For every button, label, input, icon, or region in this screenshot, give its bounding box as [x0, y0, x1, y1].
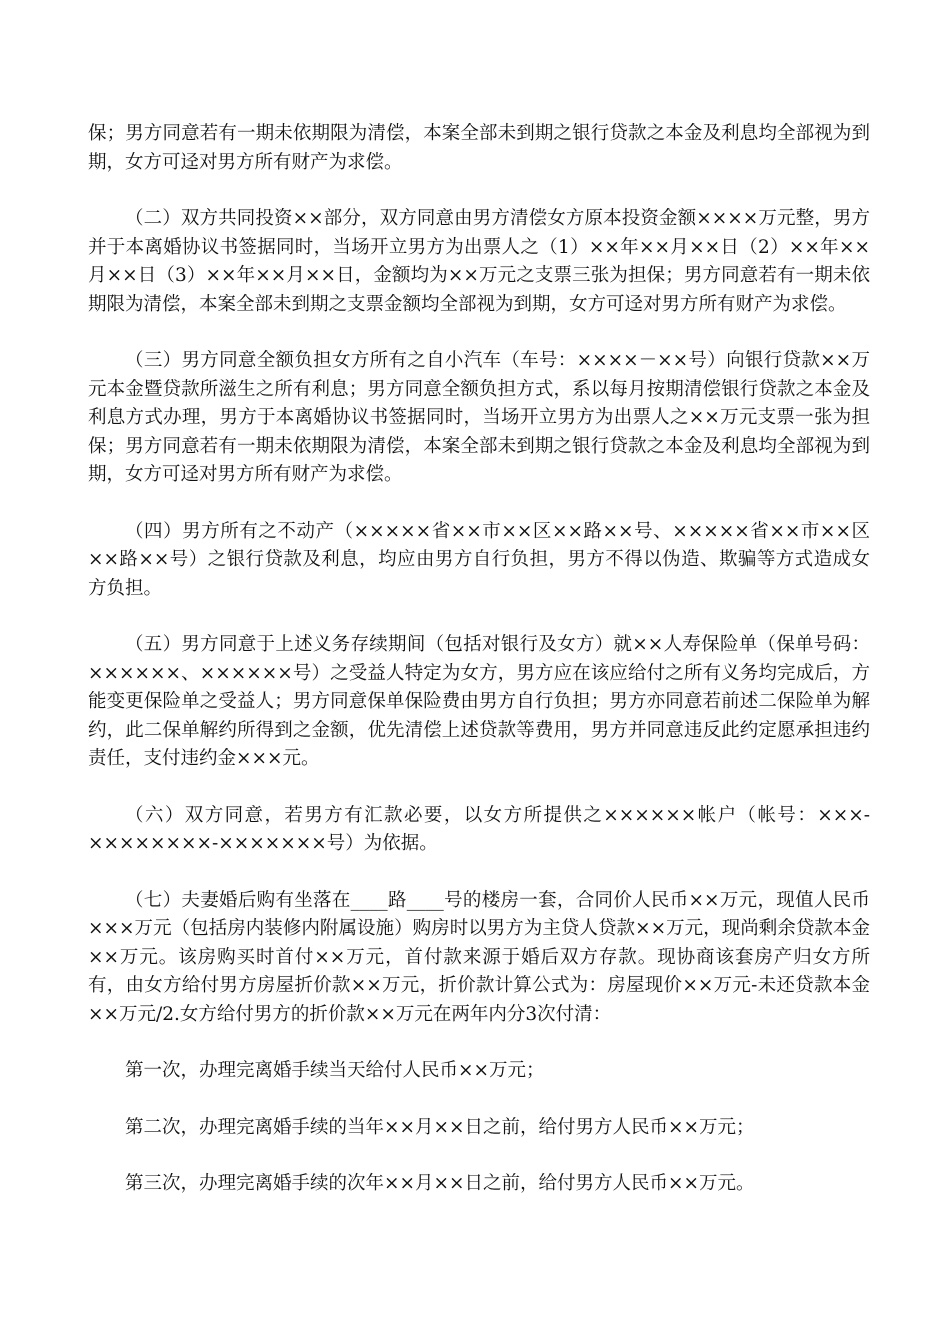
paragraph-clause-2: （二）双方共同投资××部分，双方同意由男方清偿女方原本投资金额××××万元整，男方并于本离婚协议书签据同时，当场开立男方为出票人之（1）××年××月××日（2）××年××月××日（3）××年××月××日，金额均为××万元之支票三张为担保；男方同意若有一期未依期限为清偿，本案全部未到期之支票金额均全部视为到期，女方可迳对男方所有财产为求偿。 [88, 208, 870, 315]
paragraph-continuation: 保；男方同意若有一期未依期限为清偿，本案全部未到期之银行贷款之本金及利息均全部视为到期，女方可迳对男方所有财产为求偿。 [88, 123, 870, 173]
paragraph-clause-6: （六）双方同意，若男方有汇款必要，以女方所提供之××××××帐户（帐号：×××-××××××××-×××××××号）为依据。 [88, 804, 870, 854]
paragraph-payment-3: 第三次，办理完离婚手续的次年××月××日之前，给付男方人民币××万元。 [125, 1173, 755, 1194]
paragraph-clause-4: （四）男方所有之不动产（×××××省××市××区××路××号、×××××省××市××区××路××号）之银行贷款及利息，均应由男方自行负担，男方不得以伪造、欺骗等方式造成女方负担。 [88, 520, 870, 599]
paragraph-payment-1: 第一次，办理完离婚手续当天给付人民币××万元； [125, 1060, 545, 1081]
paragraph-clause-7: （七）夫妻婚后购有坐落在____路____号的楼房一套，合同价人民币××万元，现值人民币×××万元（包括房内装修内附属设施）购房时以男方为主贷人贷款××万元，现尚剩余贷款本金××万元。该房购买时首付××万元，首付款来源于婚后双方存款。现协商该套房产归女方所有，由女方给付男方房屋折价款××万元，折价款计算公式为：房屋现价××万元-未还贷款本金××万元/2.女方给付男方的折价款××万元在两年内分3次付清： [88, 889, 870, 1025]
document-body [88, 120, 870, 1199]
paragraph-payment-2: 第二次，办理完离婚手续的当年××月××日之前，给付男方人民币××万元； [125, 1116, 755, 1138]
paragraph-clause-3: （三）男方同意全额负担女方所有之自小汽车（车号：××××－××号）向银行贷款××万元本金暨贷款所滋生之所有利息；男方同意全额负担方式，系以每月按期清偿银行贷款之本金及利息方式办理，男方于本离婚协议书签据同时，当场开立男方为出票人之××万元支票一张为担保；男方同意若有一期未依期限为清偿，本案全部未到期之银行贷款之本金及利息均全部视为到期，女方可迳对男方所有财产为求偿。 [88, 350, 870, 485]
paragraph-clause-5: （五）男方同意于上述义务存续期间（包括对银行及女方）就××人寿保险单（保单号码：××××××、××××××号）之受益人特定为女方，男方应在该应给付之所有义务均完成后，方能变更保险单之受益人；男方同意保单保险费由男方自行负担；男方亦同意若前述二保险单为解约，此二保单解约所得到之金额，优先清偿上述贷款等费用，男方并同意违反此约定愿承担违约责任，支付违约金×××元。 [88, 634, 870, 769]
